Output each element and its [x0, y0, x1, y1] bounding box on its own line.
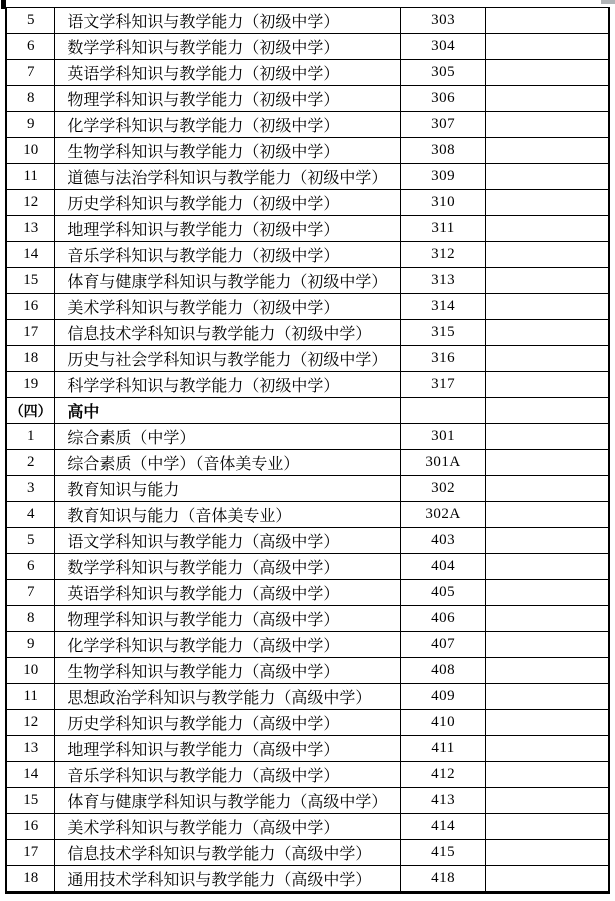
table-row — [6, 424, 609, 450]
top-right-gray-fragment — [601, 0, 615, 4]
subject-name-cell: 综合素质（中学）（音体美专业） — [55, 450, 401, 476]
table-row — [6, 658, 609, 684]
table-row — [6, 502, 609, 528]
row-number-cell: 3 — [6, 476, 55, 502]
table-row — [6, 242, 609, 268]
subject-code-cell: 313 — [401, 268, 486, 294]
blank-cell — [485, 710, 609, 736]
subject-code-cell: 302A — [401, 502, 486, 528]
subject-code-cell: 314 — [401, 294, 486, 320]
row-number-cell: 5 — [6, 528, 55, 554]
table-row — [6, 788, 609, 814]
row-number-cell: 10 — [6, 658, 55, 684]
blank-cell — [485, 840, 609, 866]
subject-name-cell: 通用技术学科知识与教学能力（高级中学） — [55, 866, 401, 893]
blank-cell — [485, 632, 609, 658]
table-row — [6, 710, 609, 736]
table-row — [6, 112, 609, 138]
subject-code-cell: 406 — [401, 606, 486, 632]
subject-code-cell: 404 — [401, 554, 486, 580]
subject-name-cell: 英语学科知识与教学能力（高级中学） — [55, 580, 401, 606]
subject-code-cell: 303 — [401, 8, 486, 34]
blank-cell — [485, 554, 609, 580]
blank-cell — [485, 190, 609, 216]
blank-cell — [485, 34, 609, 60]
subject-name-cell: 音乐学科知识与教学能力（高级中学） — [55, 762, 401, 788]
row-number-cell: 12 — [6, 710, 55, 736]
subject-name-cell: 道德与法治学科知识与教学能力（初级中学） — [55, 164, 401, 190]
subject-code-cell — [401, 398, 486, 424]
row-number-cell: 8 — [6, 606, 55, 632]
table-row — [6, 476, 609, 502]
row-number-cell: 6 — [6, 554, 55, 580]
blank-cell — [485, 502, 609, 528]
blank-cell — [485, 86, 609, 112]
row-number-cell: 2 — [6, 450, 55, 476]
row-number-cell: 13 — [6, 216, 55, 242]
table-row — [6, 320, 609, 346]
blank-cell — [485, 138, 609, 164]
table-row — [6, 684, 609, 710]
blank-cell — [485, 320, 609, 346]
table-row — [6, 762, 609, 788]
table-row — [6, 580, 609, 606]
row-number-cell: 14 — [6, 242, 55, 268]
subject-code-cell: 414 — [401, 814, 486, 840]
subject-code-cell: 311 — [401, 216, 486, 242]
table-row — [6, 190, 609, 216]
blank-cell — [485, 346, 609, 372]
row-number-cell: 7 — [6, 580, 55, 606]
row-number-cell: 11 — [6, 164, 55, 190]
blank-cell — [485, 372, 609, 398]
row-number-cell: 16 — [6, 294, 55, 320]
table-row — [6, 372, 609, 398]
subject-code-cell: 418 — [401, 866, 486, 893]
subject-name-cell: 数学学科知识与教学能力（初级中学） — [55, 34, 401, 60]
row-number-cell: 1 — [6, 424, 55, 450]
blank-cell — [485, 294, 609, 320]
row-number-cell: 8 — [6, 86, 55, 112]
blank-cell — [485, 684, 609, 710]
row-number-cell: 18 — [6, 346, 55, 372]
blank-cell — [485, 242, 609, 268]
subject-name-cell: 物理学科知识与教学能力（高级中学） — [55, 606, 401, 632]
subject-code-cell: 413 — [401, 788, 486, 814]
row-number-cell: 15 — [6, 268, 55, 294]
blank-cell — [485, 814, 609, 840]
subject-code-cell: 301 — [401, 424, 486, 450]
subject-code-cell: 301A — [401, 450, 486, 476]
subject-name-cell: 数学学科知识与教学能力（高级中学） — [55, 554, 401, 580]
subject-name-cell: 语文学科知识与教学能力（高级中学） — [55, 528, 401, 554]
blank-cell — [485, 788, 609, 814]
blank-cell — [485, 8, 609, 34]
row-number-cell: 13 — [6, 736, 55, 762]
row-number-cell: 7 — [6, 60, 55, 86]
subject-name-cell: 综合素质（中学） — [55, 424, 401, 450]
row-number-cell: 9 — [6, 632, 55, 658]
blank-cell — [485, 736, 609, 762]
subject-code-cell: 316 — [401, 346, 486, 372]
row-number-cell: 5 — [6, 8, 55, 34]
subject-code-cell: 307 — [401, 112, 486, 138]
table-row — [6, 164, 609, 190]
table-row — [6, 294, 609, 320]
row-number-cell: 17 — [6, 320, 55, 346]
blank-cell — [485, 60, 609, 86]
subject-code-cell: 308 — [401, 138, 486, 164]
subject-name-cell: 地理学科知识与教学能力（初级中学） — [55, 216, 401, 242]
subject-code-cell: 302 — [401, 476, 486, 502]
row-number-cell: 15 — [6, 788, 55, 814]
table-row — [6, 8, 609, 34]
blank-cell — [485, 866, 609, 893]
table-row — [6, 346, 609, 372]
subject-code-cell: 405 — [401, 580, 486, 606]
subject-code-cell: 304 — [401, 34, 486, 60]
row-number-cell: 9 — [6, 112, 55, 138]
subject-name-cell: 教育知识与能力（音体美专业） — [55, 502, 401, 528]
subject-name-cell: 体育与健康学科知识与教学能力（高级中学） — [55, 788, 401, 814]
subject-code-cell: 410 — [401, 710, 486, 736]
subject-name-cell: 历史与社会学科知识与教学能力（初级中学） — [55, 346, 401, 372]
table-row — [6, 34, 609, 60]
blank-cell — [485, 268, 609, 294]
table-row — [6, 138, 609, 164]
subject-code-cell: 310 — [401, 190, 486, 216]
subject-name-cell: 英语学科知识与教学能力（初级中学） — [55, 60, 401, 86]
subject-code-cell: 415 — [401, 840, 486, 866]
subject-name-cell: 化学学科知识与教学能力（高级中学） — [55, 632, 401, 658]
row-number-cell: 14 — [6, 762, 55, 788]
blank-cell — [485, 450, 609, 476]
subject-name-cell: 化学学科知识与教学能力（初级中学） — [55, 112, 401, 138]
table-row — [6, 840, 609, 866]
table-row — [6, 86, 609, 112]
subject-name-cell: 生物学科知识与教学能力（高级中学） — [55, 658, 401, 684]
subject-name-cell: 科学学科知识与教学能力（初级中学） — [55, 372, 401, 398]
table-row — [6, 814, 609, 840]
subject-name-cell: 教育知识与能力 — [55, 476, 401, 502]
blank-cell — [485, 216, 609, 242]
subject-name-cell: 语文学科知识与教学能力（初级中学） — [55, 8, 401, 34]
table-row — [6, 398, 609, 424]
subject-code-cell: 407 — [401, 632, 486, 658]
row-number-cell: 17 — [6, 840, 55, 866]
subject-code-cell: 317 — [401, 372, 486, 398]
subject-name-cell: 物理学科知识与教学能力（初级中学） — [55, 86, 401, 112]
subject-name-cell: 历史学科知识与教学能力（初级中学） — [55, 190, 401, 216]
blank-cell — [485, 398, 609, 424]
table-row — [6, 866, 609, 893]
subject-code-cell: 305 — [401, 60, 486, 86]
row-number-cell: 18 — [6, 866, 55, 893]
blank-cell — [485, 658, 609, 684]
row-number-cell: （四） — [6, 398, 55, 424]
row-number-cell: 19 — [6, 372, 55, 398]
table-row — [6, 736, 609, 762]
subject-code-cell: 403 — [401, 528, 486, 554]
blank-cell — [485, 580, 609, 606]
row-number-cell: 4 — [6, 502, 55, 528]
table-row — [6, 528, 609, 554]
table-body — [6, 8, 609, 893]
subject-code-cell: 315 — [401, 320, 486, 346]
table-row — [6, 450, 609, 476]
subject-name-cell: 生物学科知识与教学能力（初级中学） — [55, 138, 401, 164]
row-number-cell: 6 — [6, 34, 55, 60]
blank-cell — [485, 164, 609, 190]
blank-cell — [485, 528, 609, 554]
row-number-cell: 11 — [6, 684, 55, 710]
table-row — [6, 606, 609, 632]
subject-code-cell: 408 — [401, 658, 486, 684]
subject-code-cell: 411 — [401, 736, 486, 762]
subject-name-cell: 美术学科知识与教学能力（初级中学） — [55, 294, 401, 320]
subject-name-cell: 美术学科知识与教学能力（高级中学） — [55, 814, 401, 840]
subject-name-cell: 体育与健康学科知识与教学能力（初级中学） — [55, 268, 401, 294]
blank-cell — [485, 476, 609, 502]
subject-code-cell: 306 — [401, 86, 486, 112]
blank-cell — [485, 112, 609, 138]
subject-name-cell: 历史学科知识与教学能力（高级中学） — [55, 710, 401, 736]
blank-cell — [485, 424, 609, 450]
subject-name-cell: 思想政治学科知识与教学能力（高级中学） — [55, 684, 401, 710]
table-row — [6, 268, 609, 294]
subject-name-cell: 信息技术学科知识与教学能力（初级中学） — [55, 320, 401, 346]
subject-code-cell: 309 — [401, 164, 486, 190]
subject-name-cell: 高中 — [55, 398, 401, 424]
subject-name-cell: 信息技术学科知识与教学能力（高级中学） — [55, 840, 401, 866]
blank-cell — [485, 606, 609, 632]
subject-code-cell: 312 — [401, 242, 486, 268]
table-row — [6, 554, 609, 580]
row-number-cell: 16 — [6, 814, 55, 840]
subject-code-cell: 412 — [401, 762, 486, 788]
subject-code-cell: 409 — [401, 684, 486, 710]
table-row — [6, 216, 609, 242]
exam-subject-table — [5, 7, 610, 894]
table-row — [6, 632, 609, 658]
table-row — [6, 60, 609, 86]
row-number-cell: 10 — [6, 138, 55, 164]
row-number-cell: 12 — [6, 190, 55, 216]
subject-name-cell: 地理学科知识与教学能力（高级中学） — [55, 736, 401, 762]
blank-cell — [485, 762, 609, 788]
subject-name-cell: 音乐学科知识与教学能力（初级中学） — [55, 242, 401, 268]
